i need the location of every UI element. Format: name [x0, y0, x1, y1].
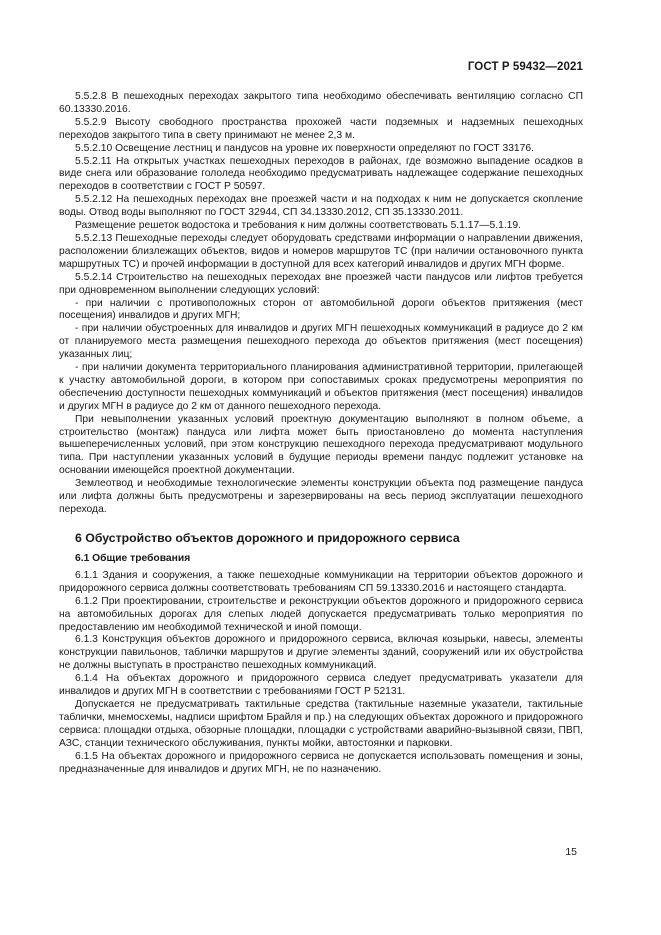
page-body: [59, 91, 583, 776]
page-number: 15: [565, 846, 577, 858]
paragraph: 5.5.2.14 Строительство на пешеходных переходах вне проезжей части пандусов или лифтов требуется при одновременном выполнении следующих условий:: [59, 271, 583, 296]
paragraph: 5.5.2.10 Освещение лестниц и пандусов на уровне их поверхности определяют по ГОСТ 33176.: [75, 142, 534, 154]
list-item: - при наличии обустроенных для инвалидов и других МГН пешеходных коммуникаций в радиусе до 2 км от планируемого места размещения пешеходного перехода до объектов притяжения (мест посещения) указанных лиц;: [59, 323, 583, 361]
paragraph: 5.5.2.12 На пешеходных переходах вне проезжей части и на подходах к ним не допускается скопление воды. Отвод воды выполняют по ГОСТ 32944, СП 34.13330.2012, СП 35.13330.2011.: [59, 194, 583, 219]
section-title: 6 Обустройство объектов дорожного и придорожного сервиса: [75, 530, 460, 545]
paragraph: 5.5.2.9 Высоту свободного пространства прохожей части подземных и надземных пешеходных переходов закрытого типа в свету принимают не менее 2,3 м.: [59, 116, 583, 141]
paragraph: Размещение решеток водостока и требования к ним должны соответствовать 5.1.17—5.1.19.: [75, 220, 521, 232]
paragraph: Допускается не предусматривать тактильные средства (тактильные наземные указатели, тактильные таблички, мнемосхемы, надписи шрифтом Брайля и пр.) на следующих объектах дорожного и придорожного сервиса: площадки отдыха, обзорные площадки, площадки с устройствами аварийно-вызывной связи, ПВП, АЗС, станции технического обслуживания, пункты мойки, автостоянки и парковки.: [59, 698, 583, 749]
paragraph: 6.1.4 На объектах дорожного и придорожного сервиса следует предусматривать указатели для инвалидов и других МГН в соответствии с требованиями ГОСТ Р 52131.: [59, 673, 583, 698]
paragraph: 5.5.2.11 На открытых участках пешеходных переходов в районах, где возможно выпадение осадков в виде снега или образование гололеда необходимо предусматривать надлежащее содержание пешеходных переходов в соответствии с ГОСТ Р 50597.: [59, 155, 583, 193]
paragraph: 5.5.2.8 В пешеходных переходах закрытого типа необходимо обеспечивать вентиляцию согласно СП 60.13330.2016.: [59, 91, 583, 115]
paragraph: 6.1.3 Конструкция объектов дорожного и придорожного сервиса, включая козырьки, навесы, элементы конструкции павильонов, таблички маршрутов и другие элементы зданий, сооружений или их обустройства не должны выступать в пространство пешеходных коммуникаций.: [59, 634, 583, 672]
subsection-title: 6.1 Общие требования: [75, 552, 191, 564]
paragraph: Землеотвод и необходимые технологические элементы конструкции объекта под размещение пандуса или лифта должны быть предусмотрены и зарезервированы на весь период эксплуатации пешеходного перехода.: [59, 478, 583, 515]
document-header: ГОСТ Р 59432—2021: [467, 61, 583, 73]
paragraph: При невыполнении указанных условий проектную документацию выполняют в полном объеме, а строительство (монтаж) пандуса или лифта может быть приостановлено до момента наступления вышеперечисленных условий, при этом конструкцию пешеходного перехода предусматривают модульного типа. При наступлении указанных условий в будущие периоды времени пандус подлежит установке на основании имеющейся проектной документации.: [59, 413, 583, 477]
list-item: - при наличии документа территориального планирования административной территории, прилегающей к участку автомобильной дороги, в котором при сопоставимых сроках предусмотрены мероприятия по обеспечению доступности пешеходных коммуникаций и объектов притяжения (мест посещения) инвалидов и других МГН в радиусе до 2 км от данного пешеходного перехода.: [59, 362, 583, 412]
list-item: - при наличии с противоположных сторон от автомобильной дороги объектов притяжения (мест посещения) инвалидов и других МГН;: [59, 297, 583, 322]
paragraph: 5.5.2.13 Пешеходные переходы следует оборудовать средствами информации о направлении движения, расположении близлежащих объектов, видов и номеров маршрутов ТС (при наличии остановочного пункта маршрутных ТС) и прочей информации в доступной для всех категорий инвалидов и других МГН форме.: [59, 232, 583, 270]
paragraph: 6.1.1 Здания и сооружения, а также пешеходные коммуникации на территории объектов дорожного и придорожного сервиса должны соответствовать требованиям СП 59.13330.2016 и настоящего стандарта.: [59, 569, 583, 594]
paragraph: 6.1.5 На объектах дорожного и придорожного сервиса не допускается использовать помещения и зоны, предназначенные для инвалидов и других МГН, не по назначению.: [59, 750, 583, 775]
paragraph: 6.1.2 При проектировании, строительстве и реконструкции объектов дорожного и придорожного сервиса на автомобильных дорогах для слепых людей допускается предусматривать только мероприятия по предоставлению им необходимой технической и иной помощи.: [59, 595, 583, 633]
